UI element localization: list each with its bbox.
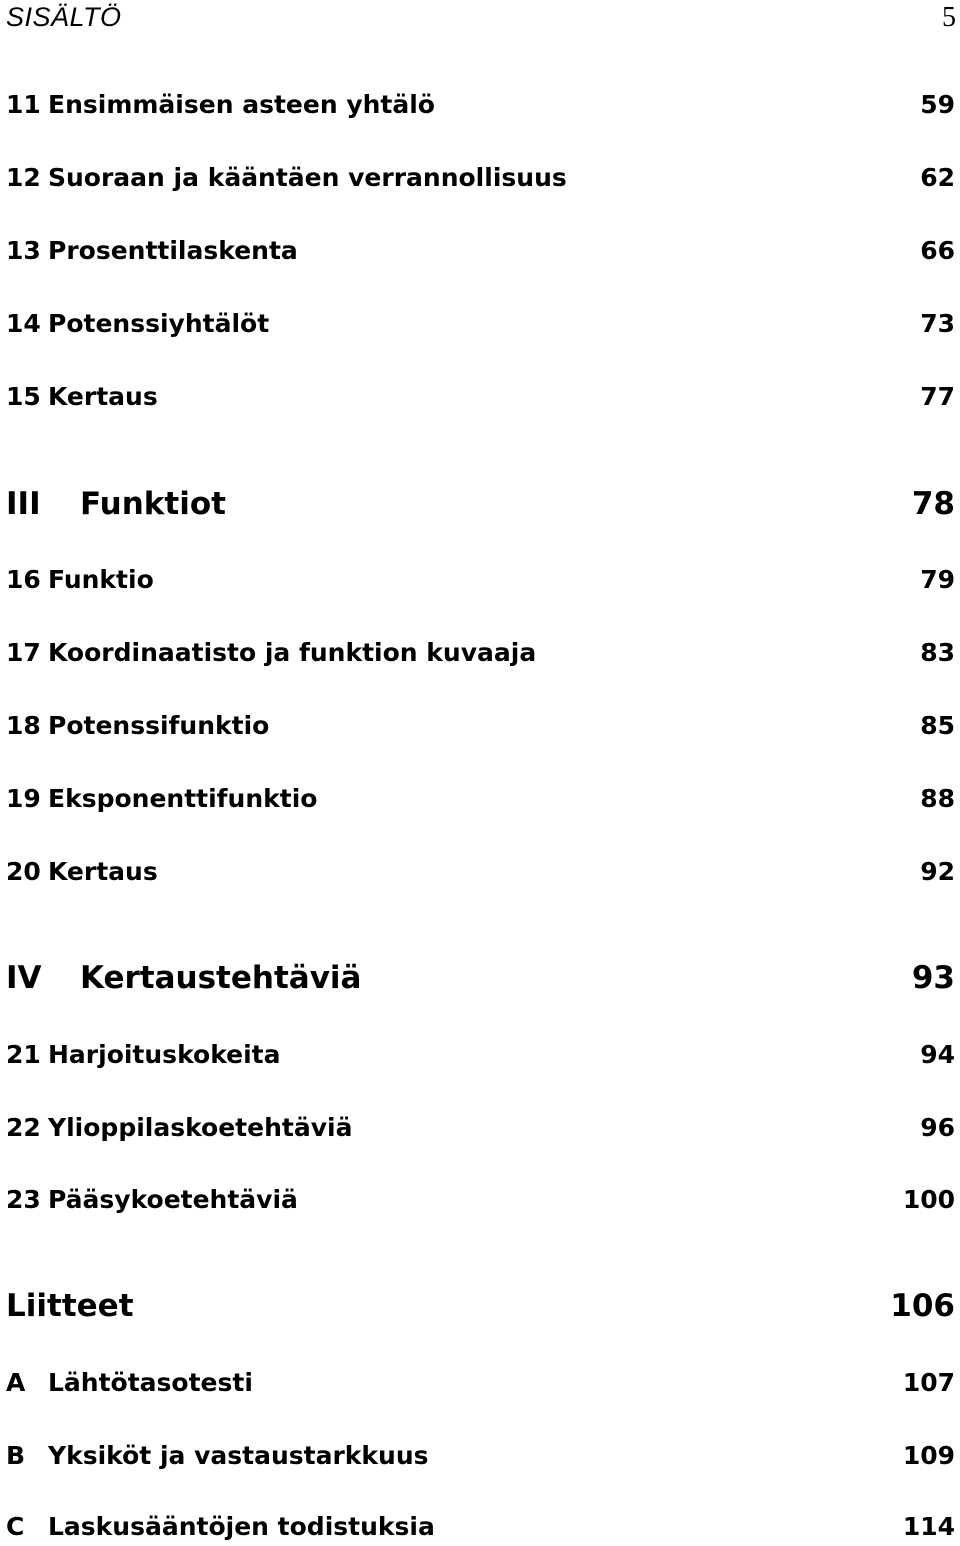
toc-entry-18[interactable] (6, 705, 955, 745)
page-number: 5 (942, 2, 956, 33)
toc-part-iii[interactable] (6, 481, 955, 527)
entry-number: 19 (6, 783, 41, 813)
entry-title: Potenssiyhtälöt (48, 308, 270, 338)
toc-entry-c[interactable] (6, 1506, 955, 1546)
toc-entry-20[interactable] (6, 851, 955, 891)
toc-entry-23[interactable] (6, 1179, 955, 1219)
entry-page: 77 (920, 381, 955, 411)
entry-page: 100 (902, 1184, 955, 1214)
entry-title: Kertaus (48, 856, 158, 886)
entry-title: Pääsykoetehtäviä (48, 1184, 298, 1214)
toc-entry-a[interactable] (6, 1362, 955, 1402)
entry-number: 21 (6, 1039, 41, 1069)
toc-entry-16[interactable] (6, 559, 955, 599)
running-header-title: SISÄLTÖ (6, 2, 122, 32)
part-title: Funktiot (80, 486, 226, 522)
entry-page: 62 (920, 162, 955, 192)
part-title: Kertaustehtäviä (80, 960, 362, 996)
entry-number: 23 (6, 1184, 41, 1214)
entry-title: Ylioppilaskoetehtäviä (48, 1112, 353, 1142)
entry-page: 96 (920, 1112, 955, 1142)
toc-entry-14[interactable] (6, 303, 955, 343)
entry-page: 94 (920, 1039, 955, 1069)
entry-page: 73 (920, 308, 955, 338)
entry-number: 12 (6, 162, 41, 192)
entry-title: Harjoituskokeita (48, 1039, 281, 1069)
entry-page: 109 (902, 1440, 955, 1470)
entry-number: 11 (6, 89, 41, 119)
entry-page: 85 (920, 710, 955, 740)
toc-entry-22[interactable] (6, 1107, 955, 1147)
entry-number: A (6, 1367, 26, 1397)
entry-title: Ensimmäisen asteen yhtälö (48, 89, 435, 119)
entry-page: 79 (920, 564, 955, 594)
entry-title: Suoraan ja kääntäen verrannollisuus (48, 162, 567, 192)
entry-page: 83 (920, 637, 955, 667)
entry-title: Lähtötasotesti (48, 1367, 253, 1397)
entry-number: 13 (6, 235, 41, 265)
entry-page: 114 (902, 1511, 955, 1541)
entry-number: 17 (6, 637, 41, 667)
entry-number: B (6, 1440, 26, 1470)
entry-page: 66 (920, 235, 955, 265)
toc-entry-17[interactable] (6, 632, 955, 672)
entry-title: Yksiköt ja vastaustarkkuus (48, 1440, 429, 1470)
toc-part-iv[interactable] (6, 955, 955, 1001)
toc-entry-12[interactable] (6, 157, 955, 197)
entry-page: 107 (902, 1367, 955, 1397)
entry-page: 92 (920, 856, 955, 886)
entry-page: 59 (920, 89, 955, 119)
entry-number: 16 (6, 564, 41, 594)
part-page: 78 (911, 486, 955, 522)
entry-page: 88 (920, 783, 955, 813)
entry-number: 15 (6, 381, 41, 411)
part-page: 93 (911, 960, 955, 996)
entry-title: Koordinaatisto ja funktion kuvaaja (48, 637, 537, 667)
entry-title: Potenssifunktio (48, 710, 270, 740)
entry-number: 18 (6, 710, 41, 740)
entry-title: Prosenttilaskenta (48, 235, 298, 265)
part-title: Liitteet (6, 1288, 134, 1324)
toc-entry-21[interactable] (6, 1034, 955, 1074)
toc-entry-11[interactable] (6, 84, 955, 124)
entry-number: 20 (6, 856, 41, 886)
toc-entry-13[interactable] (6, 230, 955, 270)
entry-number: 22 (6, 1112, 41, 1142)
part-number: III (6, 486, 41, 522)
entry-number: C (6, 1511, 25, 1541)
page-header (0, 0, 960, 40)
entry-title: Eksponenttifunktio (48, 783, 318, 813)
toc-entry-19[interactable] (6, 778, 955, 818)
part-page: 106 (890, 1288, 955, 1324)
entry-title: Funktio (48, 564, 154, 594)
toc-entry-b[interactable] (6, 1435, 955, 1475)
entry-title: Laskusääntöjen todistuksia (48, 1511, 435, 1541)
part-number: IV (6, 960, 42, 996)
entry-number: 14 (6, 308, 41, 338)
toc-part-liitteet[interactable] (6, 1283, 955, 1329)
entry-title: Kertaus (48, 381, 158, 411)
toc-entry-15[interactable] (6, 376, 955, 416)
